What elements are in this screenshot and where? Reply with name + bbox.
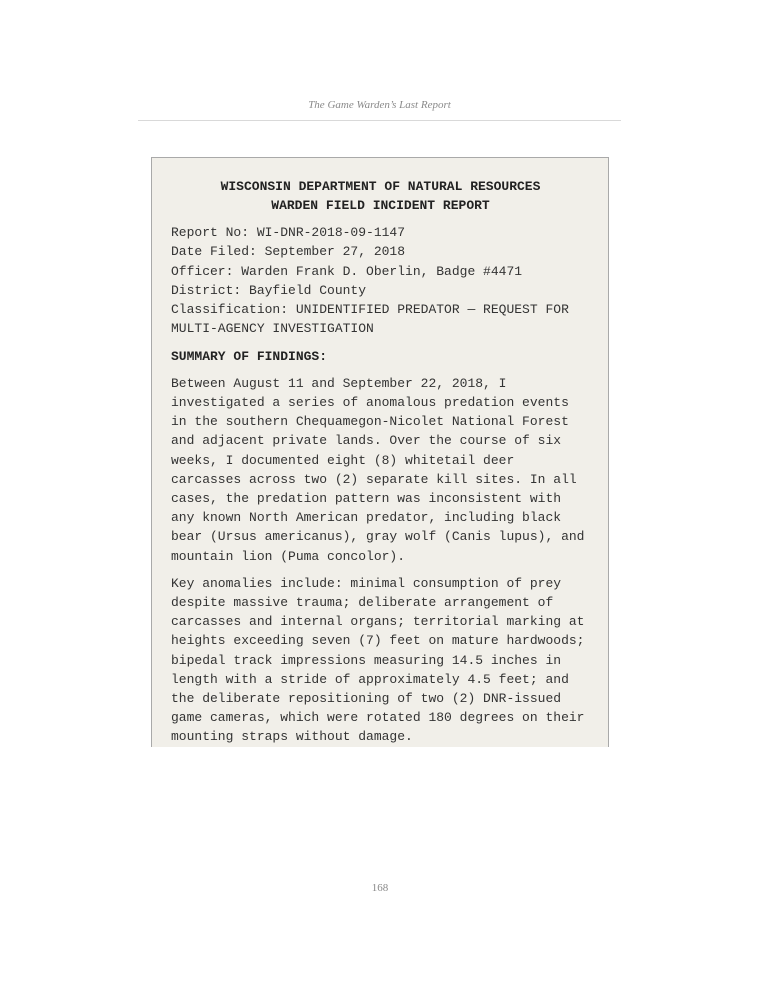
officer-field: Officer: Warden Frank D. Oberlin, Badge #4471 — [171, 263, 523, 279]
header-rule — [138, 120, 621, 121]
page-number: 168 — [371, 882, 389, 894]
report-title-agency: WISCONSIN DEPARTMENT OF NATURAL RESOURCES — [220, 179, 541, 194]
running-head: The Game Warden’s Last Report — [308, 99, 451, 111]
report-number-field: Report No: WI-DNR-2018-09-1147 — [171, 225, 406, 240]
summary-heading: SUMMARY OF FINDINGS: — [171, 348, 328, 364]
anomalies-paragraph: Key anomalies include: minimal consumption of prey despite massive trauma; deliberate arrangement of carcasses and internal organs; territorial marking at heights exceeding seven (7) feet on mature hardwoods; bipedal track impressions measuring 14.5 inches in length with a stride of approximately 4.5 feet; and the deliberate repositioning of two (2) DNR-issued game cameras, which were rotated 180 degrees on their mounting straps without damage. — [171, 575, 585, 745]
report-title — [171, 177, 590, 215]
report-fields — [171, 223, 590, 339]
district-field: District: Bayfield County — [171, 282, 367, 298]
summary-paragraph: Between August 11 and September 22, 2018, I investigated a series of anomalous predation events in the southern Chequamegon-Nicolet National Forest and adjacent private lands. Over the course of six weeks, I documented eight (8) whitetail deer carcasses across two (2) separate kill sites. In all cases, the predation pattern was inconsistent with any known North American predator, including black bear (Ursus americanus), gray wolf (Canis lupus), and mountain lion (Puma concolor). — [171, 375, 585, 564]
incident-report-box — [151, 157, 609, 747]
report-title-type: WARDEN FIELD INCIDENT REPORT — [271, 198, 490, 213]
classification-field: Classification: UNIDENTIFIED PREDATOR — REQUEST FOR MULTI-AGENCY INVESTIGATION — [171, 302, 577, 337]
date-filed-field: Date Filed: September 27, 2018 — [171, 244, 406, 260]
